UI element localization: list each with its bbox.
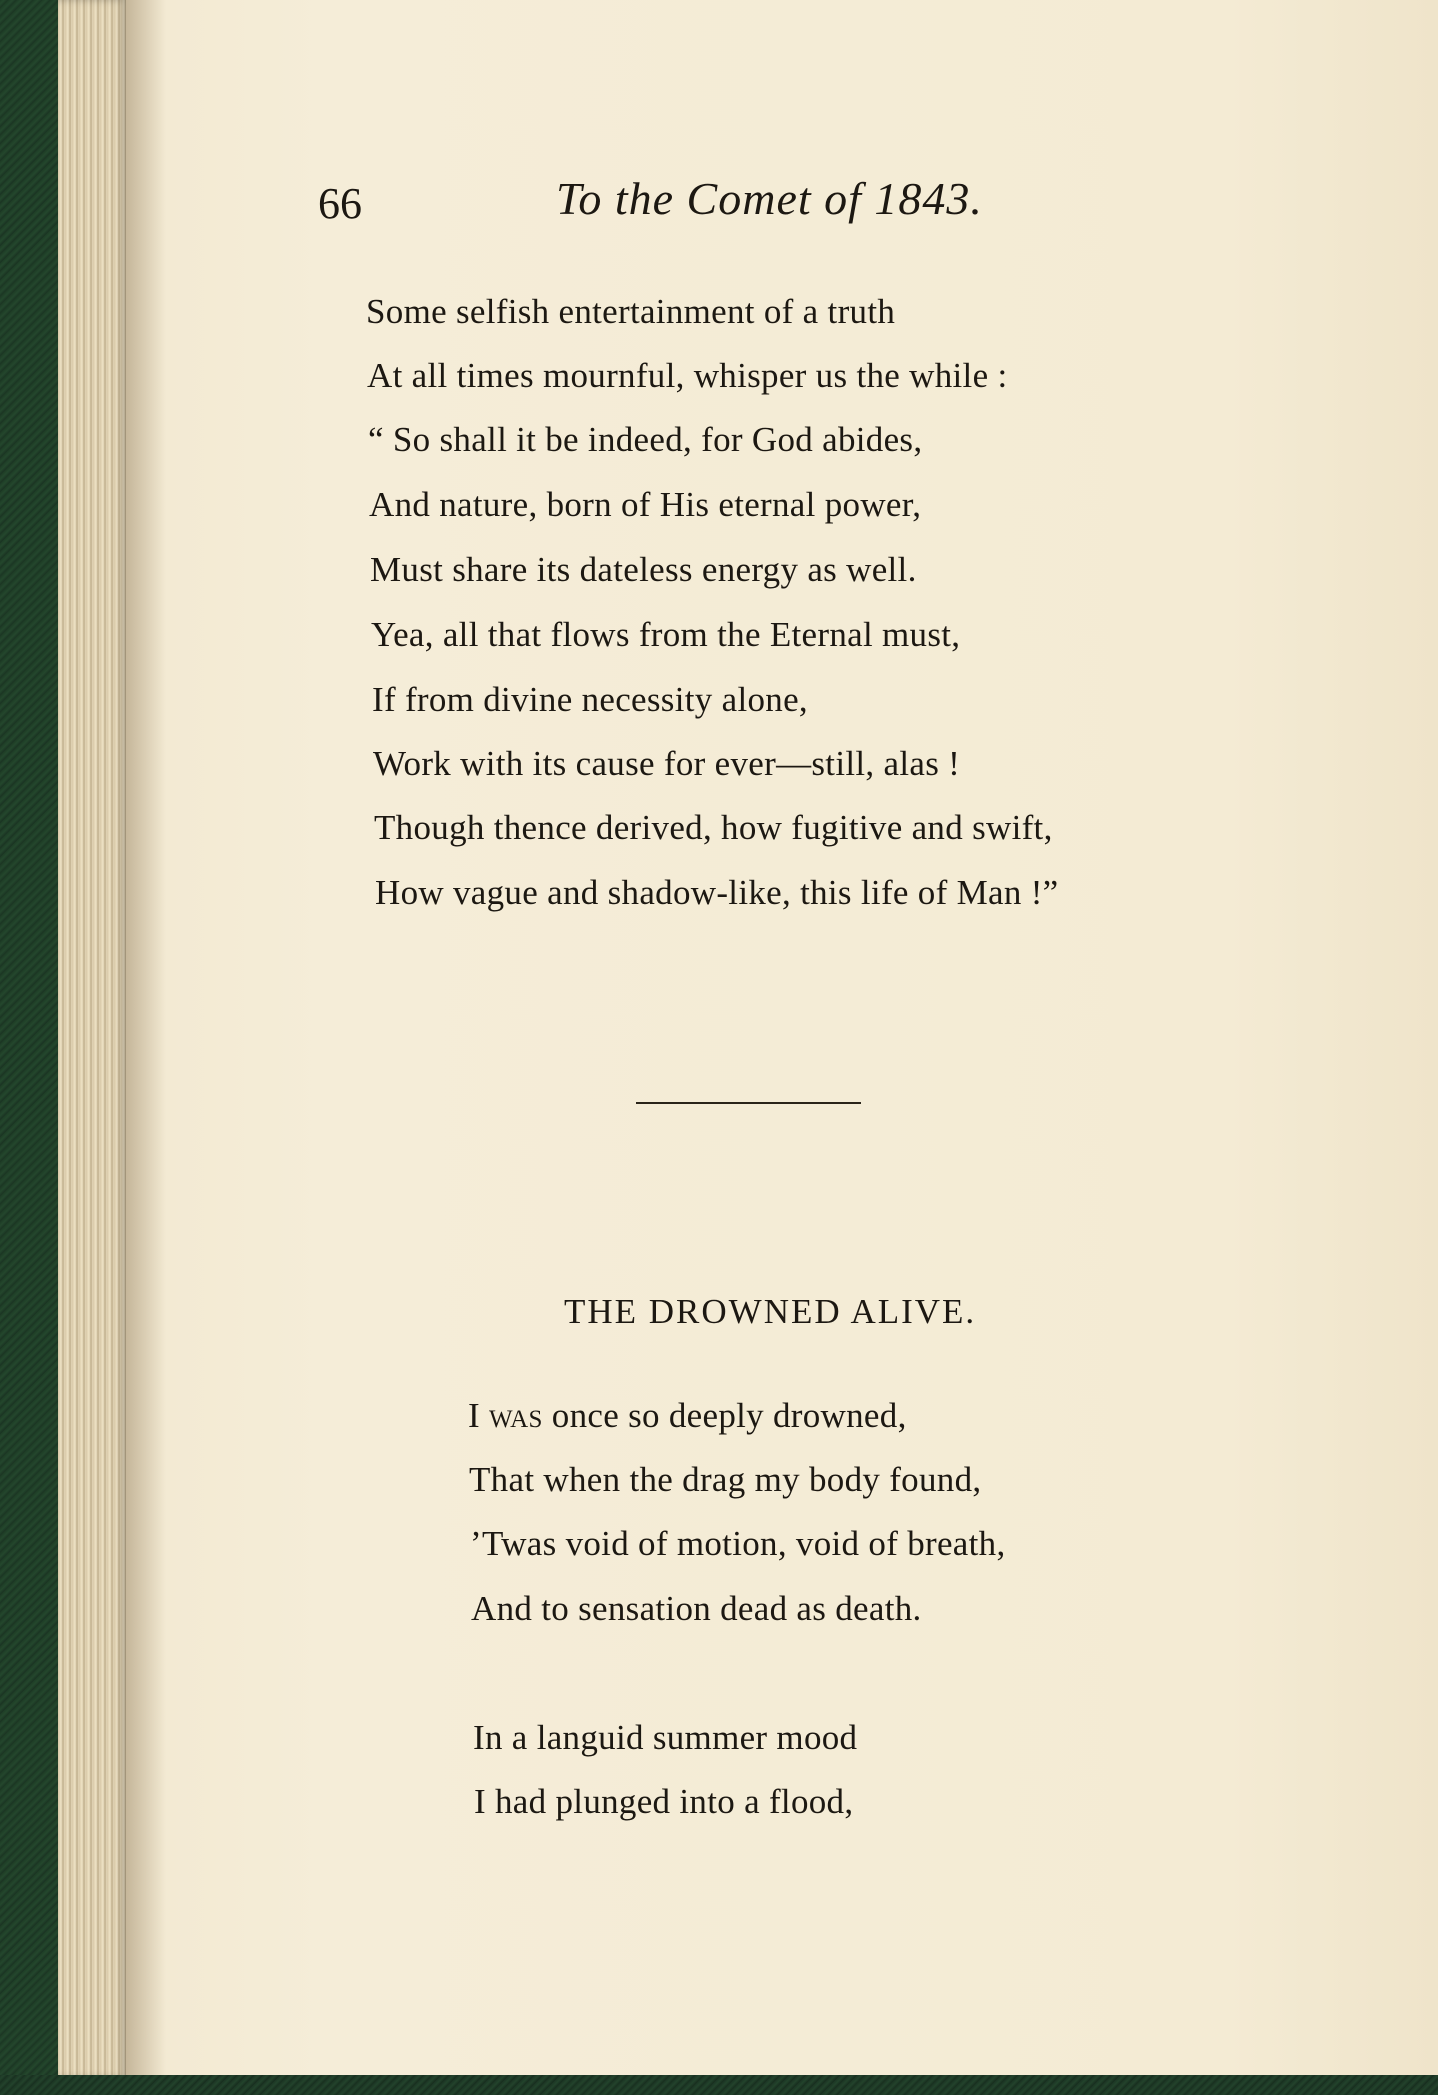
- verse-line: Work with its cause for ever—still, alas !: [373, 744, 961, 783]
- verse-line-first: [468, 1396, 907, 1436]
- poem-title: THE DROWNED ALIVE.: [564, 1292, 977, 1331]
- verse-line: ’Twas void of motion, void of breath,: [470, 1524, 1006, 1563]
- verse-line: If from divine necessity alone,: [372, 680, 808, 719]
- verse-line: Some selfish entertainment of a truth: [366, 292, 896, 331]
- verse-line: Must share its dateless energy as well.: [370, 550, 917, 589]
- first-word: I: [468, 1396, 480, 1435]
- page-number: 66: [318, 179, 362, 228]
- book-page: [126, 0, 1438, 2078]
- verse-line: Yea, all that flows from the Eternal must,: [371, 615, 961, 654]
- verse-line: In a languid summer mood: [473, 1718, 858, 1757]
- verse-line: How vague and shadow-like, this life of Man !”: [375, 873, 1059, 912]
- gutter-shadow: [126, 0, 166, 2078]
- verse-line: “ So shall it be indeed, for God abides,: [368, 420, 923, 459]
- verse-line: And to sensation dead as death.: [471, 1589, 922, 1628]
- verse-line: That when the drag my body found,: [469, 1460, 982, 1499]
- verse-line: And nature, born of His eternal power,: [369, 485, 922, 524]
- book-cover-bottom: [0, 2075, 1438, 2095]
- first-word-caps: was: [489, 1396, 543, 1435]
- first-line-rest: once so deeply drowned,: [542, 1396, 907, 1435]
- verse-line: At all times mournful, whisper us the while :: [367, 356, 1008, 395]
- verse-line: I had plunged into a flood,: [474, 1782, 854, 1821]
- page-edges: [58, 0, 128, 2078]
- verse-line: Though thence derived, how fugitive and swift,: [374, 808, 1053, 847]
- book-cover-left: [0, 0, 58, 2095]
- running-title: To the Comet of 1843.: [556, 173, 983, 224]
- section-divider: [636, 1102, 861, 1104]
